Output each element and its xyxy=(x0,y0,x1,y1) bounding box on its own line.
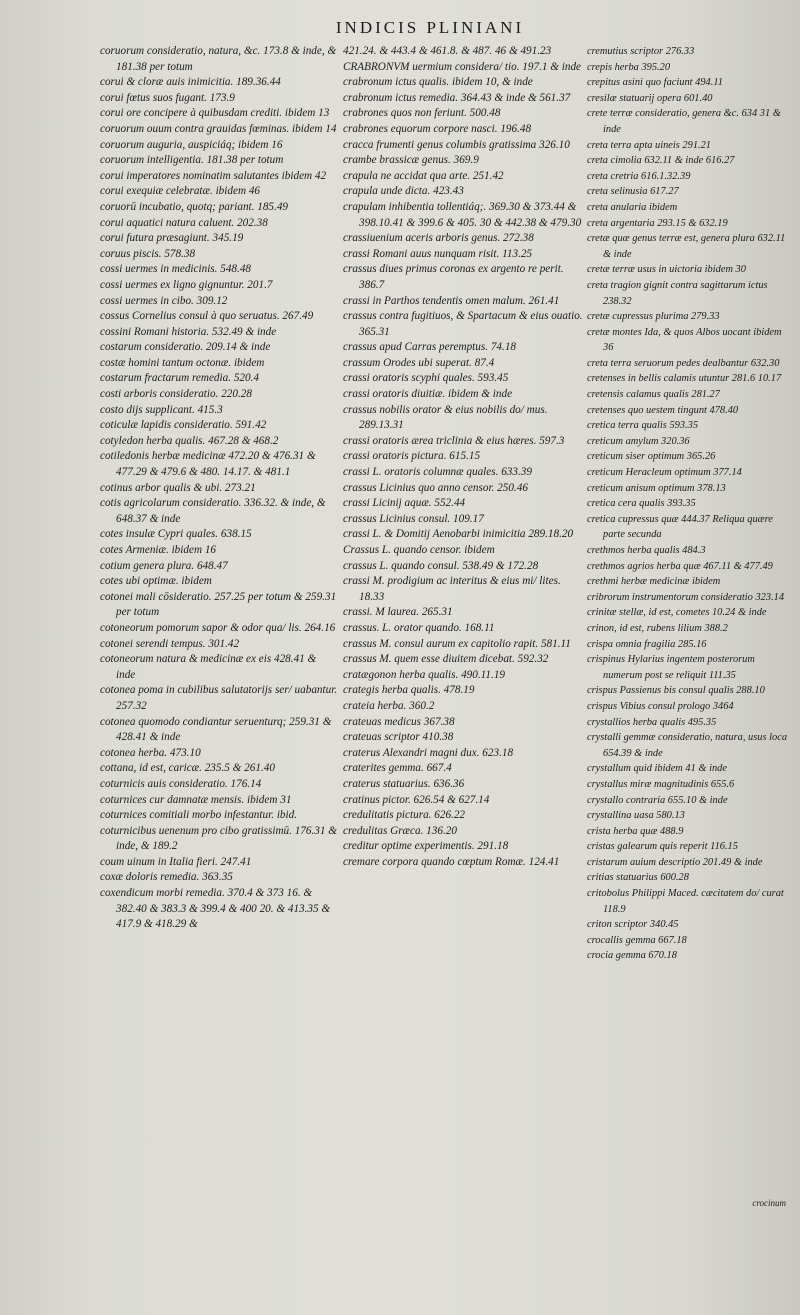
index-entry: coxæ doloris remedia. 363.35 xyxy=(100,871,233,884)
index-entry: craterus Alexandri magni dux. 623.18 xyxy=(343,746,514,759)
index-entry: cotes Armeniæ. ibidem 16 xyxy=(100,544,217,556)
index-entry: crambe brassicæ genus. 369.9 xyxy=(343,154,479,167)
index-entry: crispa omnia fragilia 285.16 xyxy=(587,638,707,650)
index-entry: crystallina uasa 580.13 xyxy=(587,810,685,822)
index-entry: crethmos agrios herba quæ 467.11 & 477.49 xyxy=(587,560,773,572)
index-entry: crassus apud Carras peremptus. 74.18 xyxy=(343,341,517,354)
catchword: crocinum xyxy=(752,1198,786,1208)
index-entry: crapula unde dicta. 423.43 xyxy=(343,185,464,198)
index-entry: coturnicis auis consideratio. 176.14 xyxy=(100,777,262,790)
index-entry: cretæ cupressus plurima 279.33 xyxy=(587,311,720,323)
index-entry: coturnices comitiali morbo infestantur. ibid. xyxy=(100,809,298,822)
index-entry: 421.24. & 443.4 & 461.8. & 487. 46 & 491.23 xyxy=(343,45,552,57)
index-entry: coturnices cur damnatæ mensis. ibidem 31 xyxy=(100,793,292,806)
index-entry: crassi L. oratoris columnæ quales. 633.39 xyxy=(343,466,532,479)
index-entry: cotonea poma in cubilibus salutatorijs ser/ uabantur. 257.32 xyxy=(100,684,338,712)
index-entry: creta terra apta uineis 291.21 xyxy=(587,139,712,151)
index-entry: crocallis gemma 667.18 xyxy=(587,934,687,946)
index-entry: creta cretria 616.1.32.39 xyxy=(587,170,691,182)
index-entry: creta terra seruorum pedes dealbantur 632.30 xyxy=(587,357,780,369)
index-entry: cossi uermes in medicinis. 548.48 xyxy=(100,263,252,276)
index-entry: cristas galearum quis reperit 116.15 xyxy=(587,841,738,853)
index-entry: crispus Vibius consul prologo 3464 xyxy=(587,700,734,712)
index-entry: crassi M. prodigium ac interitus & eius mi/ lites. 18.33 xyxy=(343,575,561,603)
index-entry: costæ homini tantum octonæ. ibidem xyxy=(100,356,265,369)
index-entry: cotes ubi optimæ. ibidem xyxy=(100,575,212,588)
index-entry: corui ore concipere à quibusdam crediti. ibidem 13 xyxy=(100,107,330,120)
index-entry: creticum amylum 320.36 xyxy=(587,435,690,447)
index-entry: crocia gemma 670.18 xyxy=(587,950,677,962)
index-entry: credulitas Græca. 136.20 xyxy=(343,824,457,837)
index-entry: crassi. M laurea. 265.31 xyxy=(343,606,453,619)
index-entry: crassus nobilis orator & eius nobilis do/ mus. 289.13.31 xyxy=(343,403,548,432)
index-entry: crassi Romani auus nunquam risit. 113.25 xyxy=(343,247,533,260)
index-entry: cotoneorum pomorum sapor & odor qua/ lis. 264.16 xyxy=(100,621,336,634)
index-entry: cotes insulæ Cypri quales. 638.15 xyxy=(100,528,252,541)
index-entry: crystallo contraria 655.10 & inde xyxy=(587,794,728,806)
index-entry: creditur optime experimentis. 291.18 xyxy=(343,840,509,853)
index-entry: crepis herba 395.20 xyxy=(587,61,671,73)
index-entry: crabrones quos non feriunt. 500.48 xyxy=(343,107,501,120)
index-entry: crispinus Hylarius ingentem posterorum numerum post se reliquit 111.35 xyxy=(587,654,755,681)
index-entry: corui imperatores nominatim salutantes ibidem 42 xyxy=(100,169,327,182)
index-entry: critobolus Philippi Maced. cæcitatem do/ curat 118.9 xyxy=(587,888,784,915)
index-entry: crateia herba. 360.2 xyxy=(343,699,435,712)
index-entry: cossus Cornelius consul à quo seruatus. 267.49 xyxy=(100,310,314,323)
index-entry: criton scriptor 340.45 xyxy=(587,919,679,931)
index-entry: cottana, id est, caricæ. 235.5 & 261.40 xyxy=(100,762,275,775)
index-entry: cretensis calamus qualis 281.27 xyxy=(587,389,720,401)
index-column-3 xyxy=(587,44,790,1264)
index-entry: cotonea herba. 473.10 xyxy=(100,746,201,759)
index-entry: cretica terra qualis 593.35 xyxy=(587,420,699,432)
index-entry: cretica cera qualis 393.35 xyxy=(587,498,696,510)
index-entry: crystallus miræ magnitudinis 655.6 xyxy=(587,778,735,790)
index-entry: cretæ montes Ida, & quos Albos uocant ibidem 36 xyxy=(587,326,782,354)
index-entry: crassus Licinius consul. 109.17 xyxy=(343,512,484,525)
index-entry: coruorum ouum contra grauidas fœminas. ibidem 14 xyxy=(100,122,337,135)
index-entry: cotiledonis herbæ medicinæ 472.20 & 476.31 & 477.29 & 479.6 & 480. 14.17. & 481.1 xyxy=(100,450,316,479)
index-entry: crassi oratoris pictura. 615.15 xyxy=(343,450,481,463)
index-entry: corui & cloræ auis inimicitia. 189.36.44 xyxy=(100,76,281,89)
index-entry: crassi oratoris ærea triclinia & eius hæres. 597.3 xyxy=(343,434,565,447)
index-entry: crethmi herbæ medicinæ ibidem xyxy=(587,576,721,588)
index-entry: cotonei mali cōsideratio. 257.25 per totum & 259.31 per totum xyxy=(100,590,337,619)
index-entry: crepitus asini quo faciunt 494.11 xyxy=(587,77,723,89)
header-title: INDICIS PLINIANI xyxy=(335,18,525,37)
index-entry: creticum siser optimum 365.26 xyxy=(587,451,716,463)
index-entry: costarum fractarum remedia. 520.4 xyxy=(100,372,259,385)
index-entry: coruorū incubatio, quotq; pariant. 185.49 xyxy=(100,200,289,213)
index-entry: crystallios herba qualis 495.35 xyxy=(587,716,717,728)
index-entry: credulitatis pictura. 626.22 xyxy=(343,809,466,822)
index-entry: coruus piscis. 578.38 xyxy=(100,247,196,260)
index-entry: creta tragion gignit contra sagittarum ictus 238.32 xyxy=(587,279,768,307)
index-entry: crassus M. consul aurum ex capitolio rapit. 581.11 xyxy=(343,637,571,650)
index-entry: crispus Passienus bis consul qualis 288.10 xyxy=(587,685,765,697)
index-entry: cotonea quomodo condiantur seruenturq; 259.31 & 428.41 & inde xyxy=(100,715,332,744)
index-entry: cremare corpora quando cœptum Romæ. 124.41 xyxy=(343,855,560,868)
index-entry: crinitæ stellæ, id est, cometes 10.24 & inde xyxy=(587,607,767,619)
index-entry: corui aquatici natura caluent. 202.38 xyxy=(100,216,268,229)
index-entry: crassus diues primus coronas ex argento re perit. 386.7 xyxy=(343,263,564,291)
index-entry: crabrones equorum corpore nasci. 196.48 xyxy=(343,122,532,135)
index-entry: coruorum auguria, auspiciáq; ibidem 16 xyxy=(100,138,283,151)
index-entry: crassi in Parthos tendentis omen malum. 261.41 xyxy=(343,294,560,307)
index-column-2 xyxy=(343,44,583,1264)
index-entry: creta anularia ibidem xyxy=(587,201,678,213)
index-entry: crabronum ictus qualis. ibidem 10, & inde xyxy=(343,76,533,89)
index-entry: crassum Orodes ubi superat. 87.4 xyxy=(343,356,495,369)
index-entry: crete terræ consideratio, genera &c. 634 31 & inde xyxy=(587,108,781,135)
index-entry: cotyledon herba qualis. 467.28 & 468.2 xyxy=(100,434,279,447)
index-entry: crassi oratoris diuitiæ. ibidem & inde xyxy=(343,388,513,401)
index-entry: creticum Heracleum optimum 377.14 xyxy=(587,467,742,479)
index-entry: cretæ quæ genus terræ est, genera plura 632.11 & inde xyxy=(587,233,786,260)
index-entry: creta argentaria 293.15 & 632.19 xyxy=(587,217,728,229)
index-entry: crassus L. quando consul. 538.49 & 172.28 xyxy=(343,559,539,572)
index-entry: cossi uermes in cibo. 309.12 xyxy=(100,294,228,307)
index-entry: crassus Licinius quo anno censor. 250.46 xyxy=(343,481,528,494)
running-header xyxy=(0,0,800,44)
index-entry: cotoneorum natura & medicinæ ex eis 428.41 & inde xyxy=(100,653,317,681)
index-columns xyxy=(100,44,790,1264)
index-entry: costo dijs supplicant. 415.3 xyxy=(100,403,223,416)
index-entry: cretæ terræ usus in uictoria ibidem 30 xyxy=(587,264,746,276)
index-entry: cossini Romani historia. 532.49 & inde xyxy=(100,325,277,338)
index-entry: crassus contra fugitiuos, & Spartacum & eius ouatio. 365.31 xyxy=(343,310,583,338)
index-entry: cremutius scriptor 276.33 xyxy=(587,46,695,57)
index-entry: coticulæ lapidis consideratio. 591.42 xyxy=(100,419,267,432)
index-entry: costarum consideratio. 209.14 & inde xyxy=(100,341,271,354)
index-entry: cotinus arbor qualis & ubi. 273.21 xyxy=(100,481,256,494)
index-entry: crystalli gemmæ consideratio, natura, usus loca 654.39 & inde xyxy=(587,732,788,759)
index-entry: creta cimolia 632.11 & inde 616.27 xyxy=(587,155,735,167)
index-entry: crassi L. & Domitij Aenobarbi inimicitia 289.18.20 xyxy=(343,528,574,541)
index-entry: crateuas scriptor 410.38 xyxy=(343,731,454,744)
index-entry: cotis agricolarum consideratio. 336.32. & inde, & 648.37 & inde xyxy=(100,497,326,525)
index-entry: corui fœtus suos fugant. 173.9 xyxy=(100,91,235,104)
index-entry: creticum anisum optimum 378.13 xyxy=(587,482,726,494)
index-entry: cretica cupressus quæ 444.37 Reliqua quære parte secunda xyxy=(587,513,773,541)
index-entry: crapulam inhibentia tollentiáq;. 369.30 & 373.44 & 398.10.41 & 399.6 & 405. 30 & 442.38 & 479.30 xyxy=(343,200,582,229)
index-entry: crassi oratoris scyphi quales. 593.45 xyxy=(343,372,509,385)
index-entry: crabronum ictus remedia. 364.43 & inde & 561.37 xyxy=(343,91,571,104)
index-entry: CRABRONVM uermium considera/ tio. 197.1 & inde xyxy=(343,60,582,73)
index-entry: craterites gemma. 667.4 xyxy=(343,762,452,775)
index-entry: crinon, id est, rubens lilium 388.2 xyxy=(587,622,728,634)
index-entry: costi arboris consideratio. 220.28 xyxy=(100,388,252,401)
index-entry: creta selinusia 617.27 xyxy=(587,186,679,198)
index-entry: coturnicibus uenenum pro cibo gratissimū. 176.31 & inde, & 189.2 xyxy=(100,824,337,853)
index-entry: craterus statuarius. 636.36 xyxy=(343,777,465,790)
index-entry: cotium genera plura. 648.47 xyxy=(100,559,228,572)
index-entry: crystallum quid ibidem 41 & inde xyxy=(587,763,727,775)
index-entry: cristarum auium descriptio 201.49 & inde xyxy=(587,856,763,868)
index-entry: cretenses in bellis calamis utuntur 281.6 10.17 xyxy=(587,373,782,385)
index-entry: crethmos herba qualis 484.3 xyxy=(587,545,706,556)
index-entry: cotonei serendi tempus. 301.42 xyxy=(100,637,240,650)
index-entry: cratinus pictor. 626.54 & 627.14 xyxy=(343,793,490,806)
index-entry: crassiuenium aceris arboris genus. 272.38 xyxy=(343,232,534,245)
index-entry: crassus M. quem esse diuitem dicebat. 592.32 xyxy=(343,653,549,666)
index-entry: crateuas medicus 367.38 xyxy=(343,715,455,728)
index-entry: cossi uermes ex ligno gignuntur. 201.7 xyxy=(100,278,273,291)
index-entry: Crassus L. quando censor. ibidem xyxy=(343,544,495,556)
index-entry: crapula ne accidat qua arte. 251.42 xyxy=(343,169,504,182)
index-entry: crassus. L. orator quando. 168.11 xyxy=(343,621,495,634)
index-entry: cresilæ statuarij opera 601.40 xyxy=(587,92,713,104)
index-entry: crista herba quæ 488.9 xyxy=(587,825,684,837)
index-entry: coruorum consideratio, natura, &c. 173.8 & inde, & 181.38 per totum xyxy=(100,45,337,73)
index-entry: coum uinum in Italia fieri. 247.41 xyxy=(100,855,252,868)
index-entry: cretenses quo uestem tingunt 478.40 xyxy=(587,404,739,416)
index-column-1 xyxy=(100,44,338,1264)
index-entry: crategis herba qualis. 478.19 xyxy=(343,684,475,697)
index-entry: corui exequiæ celebratæ. ibidem 46 xyxy=(100,185,261,198)
index-entry: critias statuarius 600.28 xyxy=(587,872,689,884)
index-entry: coxendicum morbi remedia. 370.4 & 373 16. & 382.40 & 383.3 & 399.4 & 400 20. & 413.35 & 417.9 & 418.29 & xyxy=(100,887,331,931)
index-entry: corui futura præsagiunt. 345.19 xyxy=(100,232,244,245)
index-entry: cribrorum instrumentorum consideratio 323.14 xyxy=(587,591,785,603)
index-entry: cracca frumenti genus columbis gratissima 326.10 xyxy=(343,138,570,151)
index-entry: crassi Licinij aquæ. 552.44 xyxy=(343,497,466,510)
index-entry: coruorum intelligentia. 181.38 per totum xyxy=(100,154,284,167)
index-entry: cratægonon herba qualis. 490.11.19 xyxy=(343,668,506,681)
